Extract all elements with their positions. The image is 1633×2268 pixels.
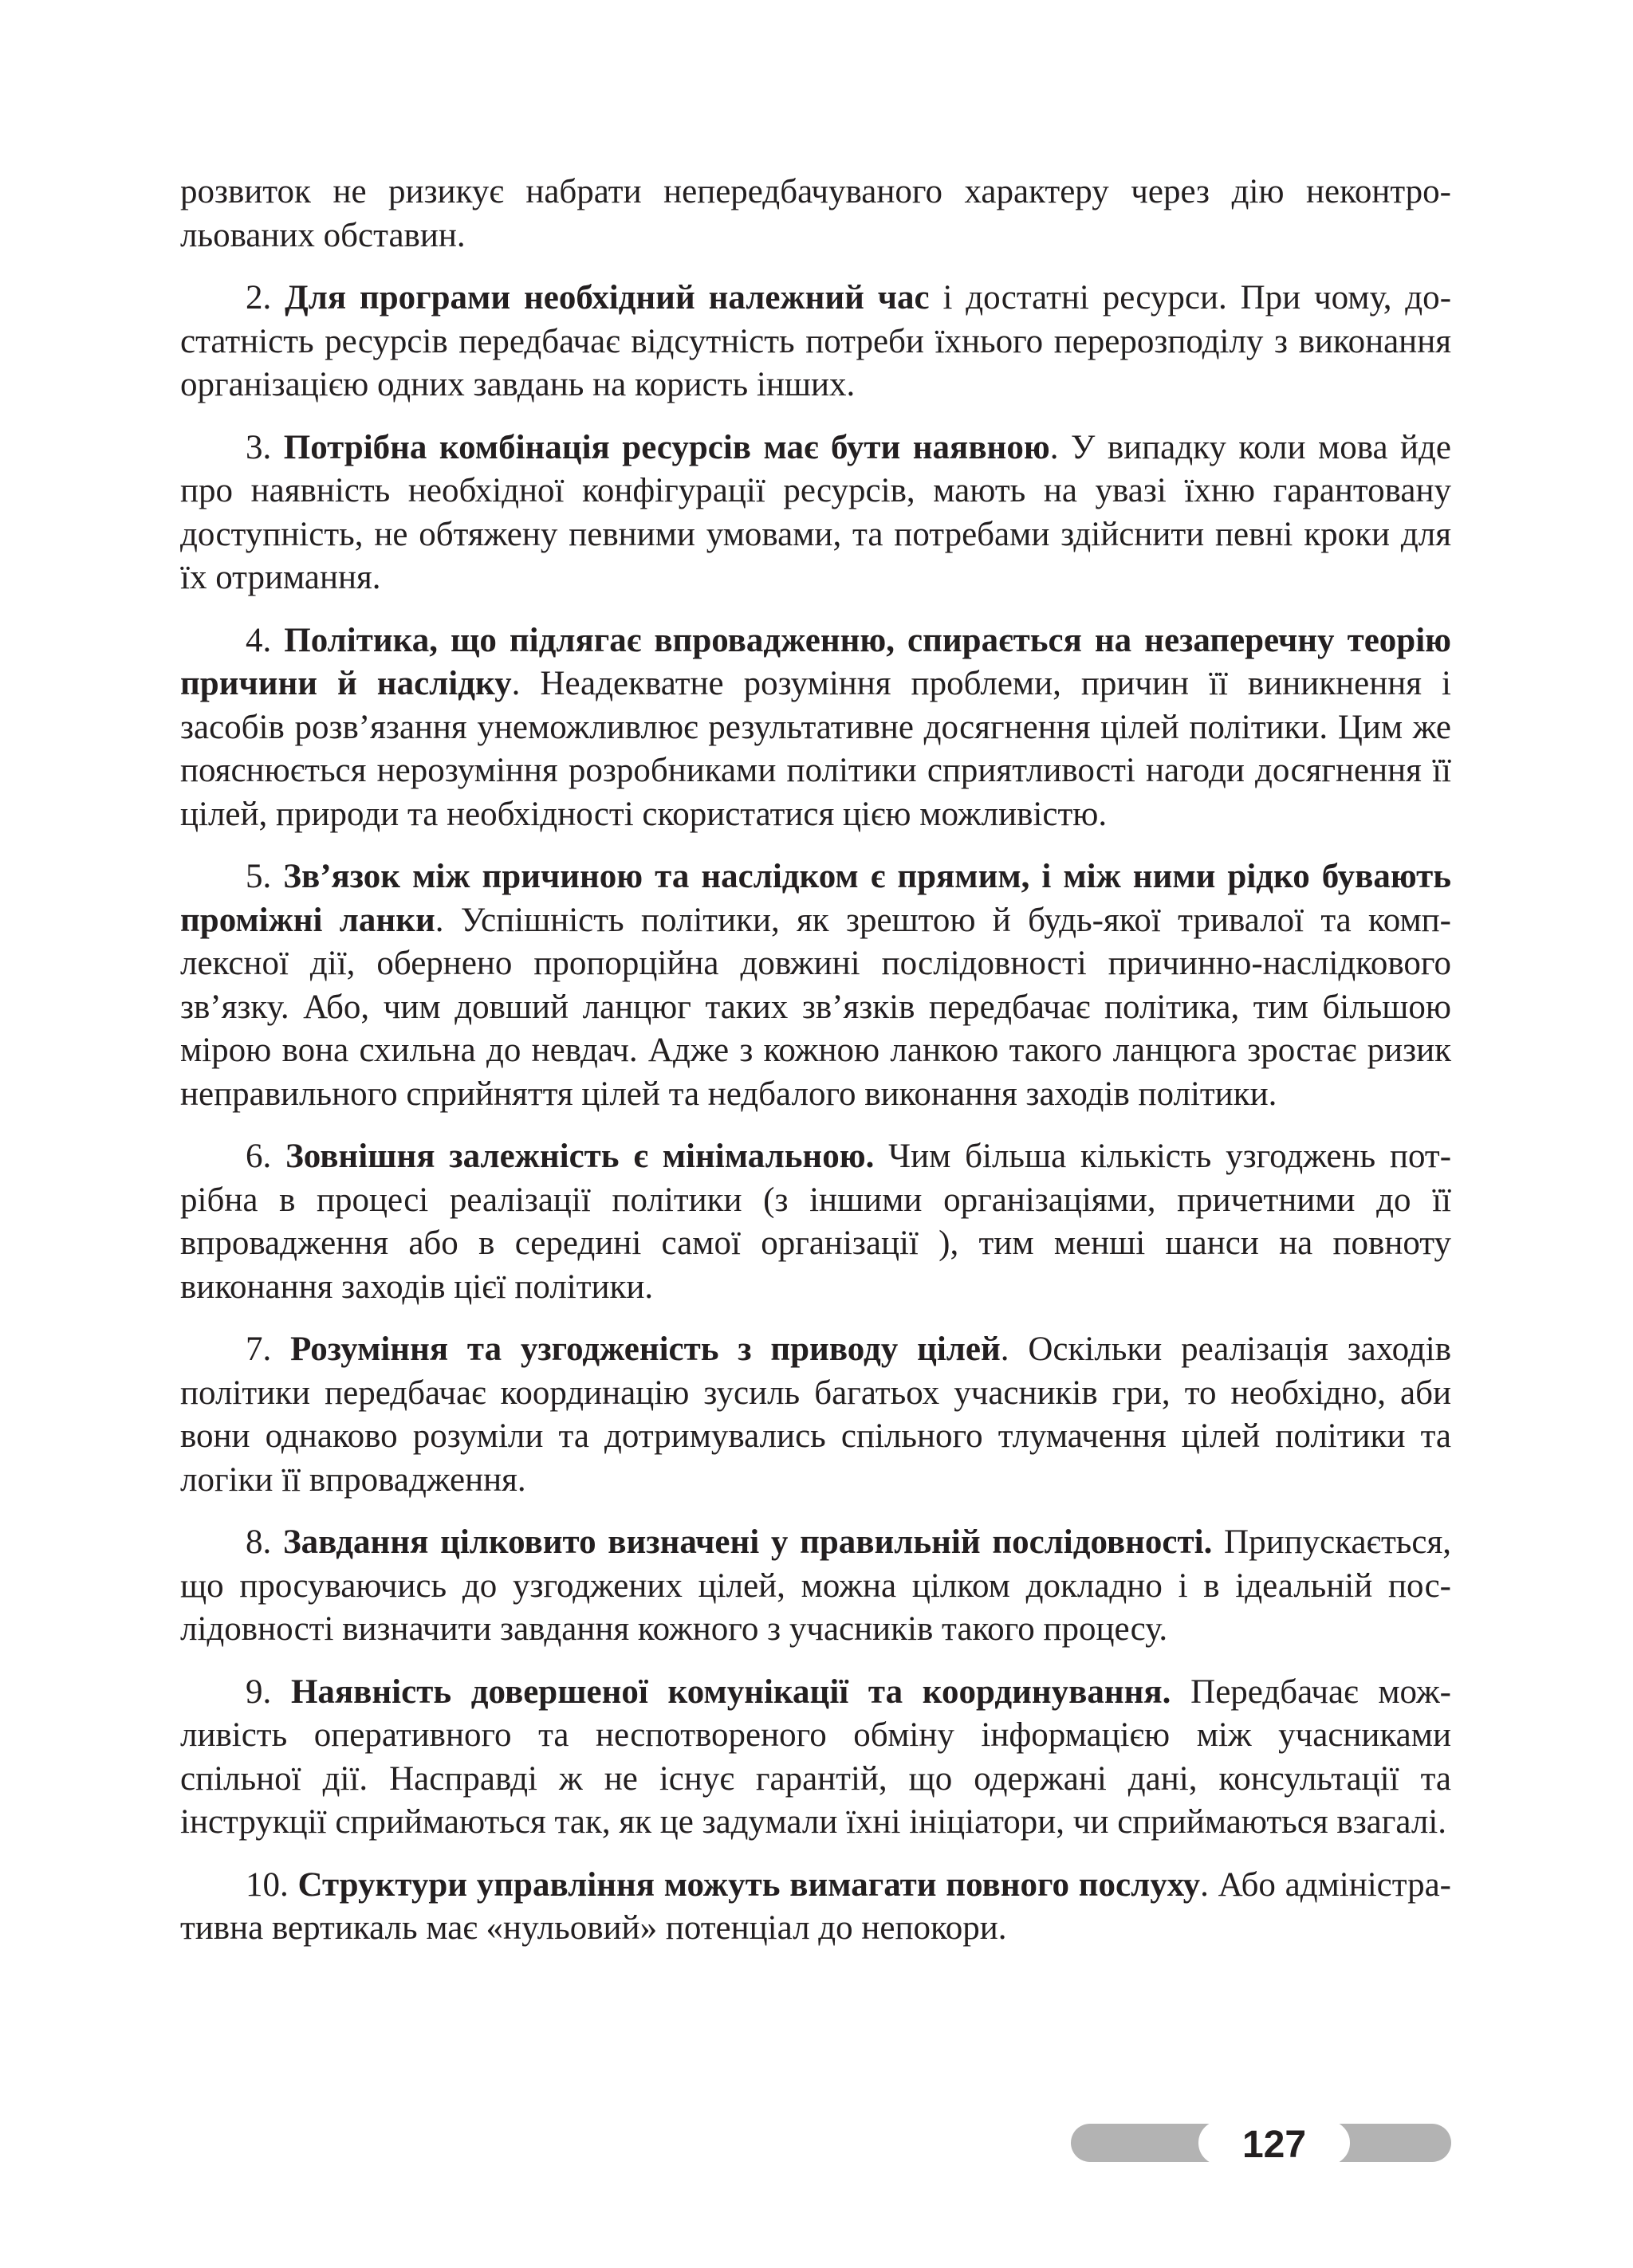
- paragraph-text: . Або адміністративна вертикаль має «нульовий» потенціал до непокори.: [180, 1865, 1451, 1947]
- paragraph-item-2: [180, 277, 1451, 407]
- paragraph-text: . Успішність політики, як зрештою й будь-якої тривалої та комплексної дії, обернено пропорційна довжині послідовності причинно-наслідкового зв’язку. Або, чим довший ланцюг таких зв’язків передбачає політика, тим більшою мірою вона схильна до невдач. Адже з кожною ланкою такого ланцюга зростає ризик неправильного сприйняття цілей та недбалого виконання заходів політики.: [180, 901, 1451, 1113]
- page-body: [180, 171, 1451, 1970]
- paragraph-item-8: [180, 1521, 1451, 1652]
- paragraph-text: . У випадку коли мова йде про наявність необхідної конфігурації ресурсів, мають на увазі їхню гарантовану доступність, не обтяжену певними умовами, та потребами здійснити певні кроки для їх отримання.: [180, 428, 1452, 596]
- item-number: 10.: [246, 1865, 289, 1904]
- item-heading: Завдання цілковито визначені у правильній послідовності.: [282, 1523, 1213, 1561]
- paragraph-text: розвиток не ризикує набрати непередбачуваного характеру через дію неконтрольованих обставин.: [180, 173, 1451, 254]
- item-number: 9.: [246, 1673, 272, 1711]
- item-number: 4.: [246, 621, 272, 659]
- paragraph-text: Припускається, що просуваючись до узгоджених цілей, можна цілком докладно і в ідеальній послідовності визначити завдання кожного з учасників такого процесу.: [180, 1523, 1451, 1648]
- paragraph-item-10: [180, 1864, 1451, 1951]
- paragraph-item-7: [180, 1328, 1451, 1502]
- item-heading: Зовнішня залежність є мінімальною.: [285, 1138, 875, 1175]
- paragraph-text: . Неадекватне розуміння проблеми, причин її виникнення і засобів розв’язання унеможливлює результативне досягнення цілей політики. Цим же пояснюється нерозуміння розробниками політики сприятливості нагоди досягнення її цілей, природи та необхідності скористатися цією можливістю.: [180, 665, 1451, 833]
- paragraph-item-3: [180, 426, 1451, 600]
- item-heading: Для програми необхідний належний час: [285, 279, 930, 316]
- item-heading: Структури управління можуть вимагати повного послуху: [297, 1865, 1201, 1904]
- paragraph-continuation: [180, 171, 1451, 257]
- paragraph-item-9: [180, 1671, 1451, 1845]
- paragraph-text: . Оскільки реалізація заходів політики передбачає координацію зусиль багатьох учасників гри, то необхідно, аби вони однаково розуміли та дотримувались спільного тлумачення цілей політики та логіки її впровадження.: [180, 1331, 1452, 1499]
- item-number: 7.: [246, 1331, 272, 1368]
- paragraph-text: Передбачає можливість оперативного та неспотвореного обміну інформацією між учасниками спільної дії. Насправді ж не існує гарантій, що одержані дані, консультації та інструкції сприймаються так, як це задумали їхні ініціатори, чи сприймаються взагалі.: [180, 1673, 1451, 1841]
- item-heading: Розуміння та узгодженість з приводу цілей: [290, 1331, 1001, 1368]
- item-number: 3.: [246, 428, 272, 466]
- item-heading: Потрібна комбінація ресурсів має бути наявною: [283, 428, 1050, 466]
- item-number: 2.: [246, 279, 272, 316]
- item-heading: Політика, що підлягає впровадженню, спирається на незаперечну теорію причини й наслідку: [180, 621, 1452, 702]
- paragraph-item-6: [180, 1135, 1451, 1309]
- paragraph-item-4: [180, 619, 1451, 837]
- paragraph-text: і достатні ресурси. При чому, достатність ресурсів передбачає відсутність потреби їхнього перерозподілу з виконання організацією одних завдань на користь інших.: [180, 279, 1452, 403]
- item-number: 6.: [246, 1138, 272, 1175]
- paragraph-text: Чим більша кількість узгоджень потрібна в процесі реалізації політики (з іншими організаціями, причетними до її впровадження або в середині самої організації ), тим менші шанси на повноту виконання заходів цієї політики.: [180, 1138, 1452, 1306]
- item-number: 5.: [246, 858, 272, 895]
- item-number: 8.: [246, 1523, 272, 1561]
- paragraph-item-5: [180, 855, 1451, 1116]
- page-number: 127: [1198, 2121, 1350, 2165]
- item-heading: Наявність довершеної комунікації та координування.: [290, 1673, 1171, 1711]
- page-footer: [1071, 2121, 1451, 2165]
- item-heading: Зв’язок між причиною та наслідком є прямим, і між ними рідко бувають проміжні ланки: [180, 858, 1451, 939]
